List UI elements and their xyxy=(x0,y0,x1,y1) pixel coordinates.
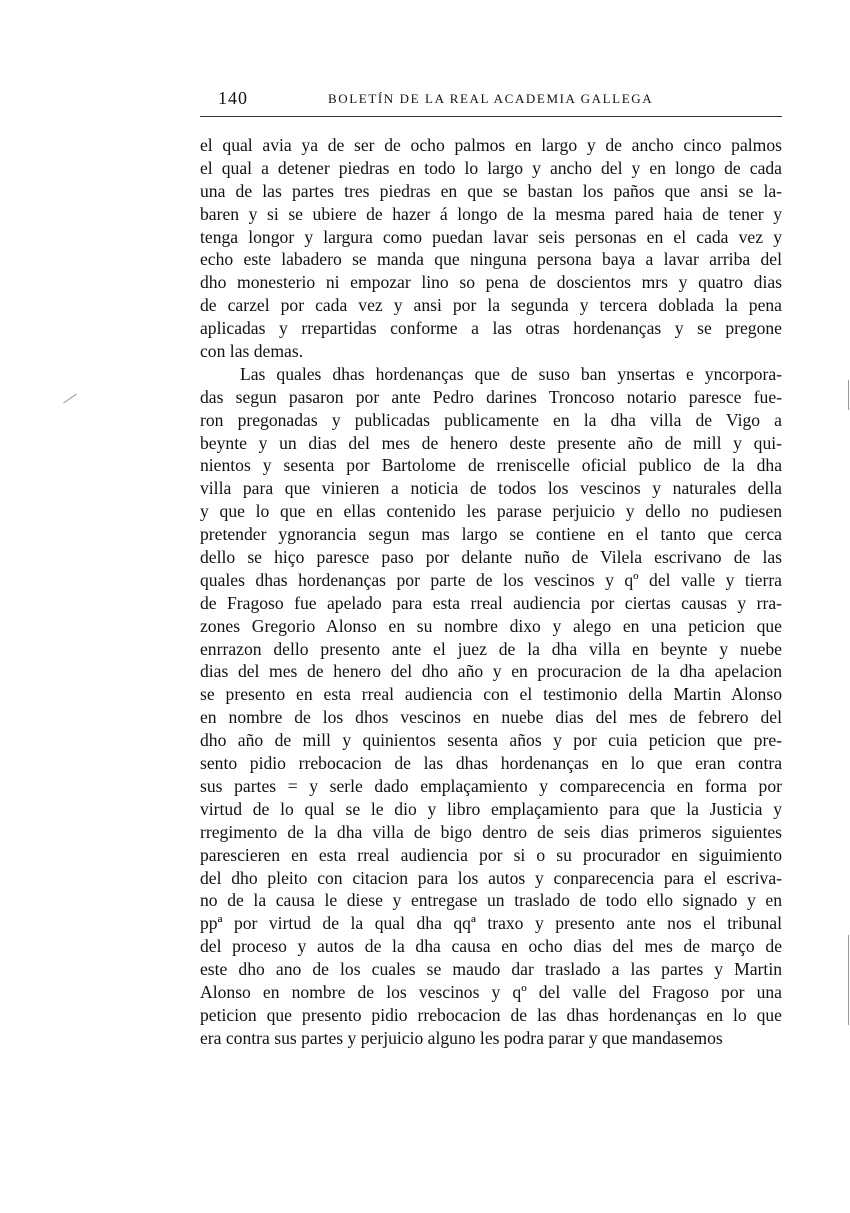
text-line: villa para que vinieren a noticia de todos los vescinos y naturales della xyxy=(200,478,782,499)
text-line: este dho ano de los cuales se maudo dar traslado a las partes y Martin xyxy=(200,959,782,980)
paragraph xyxy=(200,134,782,363)
text-line: virtud de lo qual se le dio y libro emplaçamiento para que la Justicia y xyxy=(200,798,782,819)
text-line: del proceso y autos de la dha causa en ocho dias del mes de março de xyxy=(200,936,782,957)
text-line: se presento en esta rreal audiencia con el testimonio della Martin Alonso xyxy=(200,684,782,705)
margin-mark xyxy=(848,380,849,410)
text-line: ppª por virtud de la qual dha qqª traxo y presento ante nos el tribunal xyxy=(200,913,782,934)
text-line: una de las partes tres piedras en que se bastan los paños que ansi se la- xyxy=(200,180,782,201)
margin-mark xyxy=(848,935,849,1025)
text-line: de carzel por cada vez y ansi por la segunda y tercera doblada la pena xyxy=(200,295,782,316)
text-line: parescieren en esta rreal audiencia por si o su procurador en siguimiento xyxy=(200,844,782,865)
body-text xyxy=(200,134,782,1050)
text-line: quales dhas hordenanças por parte de los vescinos y qº del valle y tierra xyxy=(200,569,782,590)
text-line: rregimento de la dha villa de bigo dentro de seis dias primeros siguientes xyxy=(200,821,782,842)
margin-mark xyxy=(63,394,77,404)
text-line: dho monesterio ni empozar lino so pena de doscientos mrs y quatro dias xyxy=(200,272,782,293)
text-line: Alonso en nombre de los vescinos y qº del valle del Fragoso por una xyxy=(200,981,782,1002)
text-line: tenga longor y largura como puedan lavar seis personas en el cada vez y xyxy=(200,226,782,247)
text-line: dias del mes de henero del dho año y en procuracion de la dha apelacion xyxy=(200,661,782,682)
text-line: nientos y sesenta por Bartolome de rreniscelle oficial publico de la dha xyxy=(200,455,782,476)
text-line: pretender ygnorancia segun mas largo se contiene en el tanto que cerca xyxy=(200,524,782,545)
text-line: echo este labadero se manda que ninguna persona baya a lavar arriba del xyxy=(200,249,782,270)
text-line: dho año de mill y quinientos sesenta años y por cuia peticion que pre- xyxy=(200,730,782,751)
text-line: das segun pasaron por ante Pedro darines Troncoso notario paresce fue- xyxy=(200,386,782,407)
text-line: aplicadas y rrepartidas conforme a las otras hordenanças y se pregone xyxy=(200,318,782,339)
text-line: enrrazon dello presento ante el juez de la dha villa en beynte y nuebe xyxy=(200,638,782,659)
text-line: en nombre de los dhos vescinos en nuebe dias del mes de febrero del xyxy=(200,707,782,728)
text-line: y que lo que en ellas contenido les parase perjuicio y dello no pudiesen xyxy=(200,501,782,522)
text-line: del dho pleito con citacion para los autos y conparecencia para el escriva- xyxy=(200,867,782,888)
text-line: sento pidio rrebocacion de las dhas hordenanças en lo que eran contra xyxy=(200,753,782,774)
text-line: el qual a detener piedras en todo lo largo y ancho del y en longo de cada xyxy=(200,157,782,178)
text-line: dello se hiço paresce paso por delante nuño de Vilela escrivano de las xyxy=(200,547,782,568)
text-line: el qual avia ya de ser de ocho palmos en largo y de ancho cinco palmos xyxy=(200,135,782,155)
text-line: sus partes = y serle dado emplaçamiento y comparecencia en forma por xyxy=(200,775,782,796)
text-line: no de la causa le diese y entregase un traslado de todo ello signado y en xyxy=(200,890,782,911)
text-line: zones Gregorio Alonso en su nombre dixo y alego en una peticion que xyxy=(200,615,782,636)
page-number: 140 xyxy=(218,88,248,108)
text-line: con las demas. xyxy=(200,341,304,362)
running-title: BOLETÍN DE LA REAL ACADEMIA GALLEGA xyxy=(328,91,654,106)
text-line: era contra sus partes y perjuicio alguno les podra parar y que mandasemos xyxy=(200,1027,723,1048)
text-line: beynte y un dias del mes de henero deste presente año de mill y qui- xyxy=(200,432,782,453)
running-header xyxy=(218,88,782,112)
text-line: Las quales dhas hordenanças que de suso ban ynsertas e yncorpora- xyxy=(240,363,782,384)
text-line: peticion que presento pidio rrebocacion de las dhas hordenanças en lo que xyxy=(200,1004,782,1025)
text-line: ron pregonadas y publicadas publicamente en la dha villa de Vigo a xyxy=(200,409,782,430)
text-line: baren y si se ubiere de hazer á longo de la mesma pared haia de tener y xyxy=(200,203,782,224)
header-rule xyxy=(200,116,782,117)
text-line: de Fragoso fue apelado para esta rreal audiencia por ciertas causas y rra- xyxy=(200,592,782,613)
paragraph xyxy=(200,363,782,1050)
